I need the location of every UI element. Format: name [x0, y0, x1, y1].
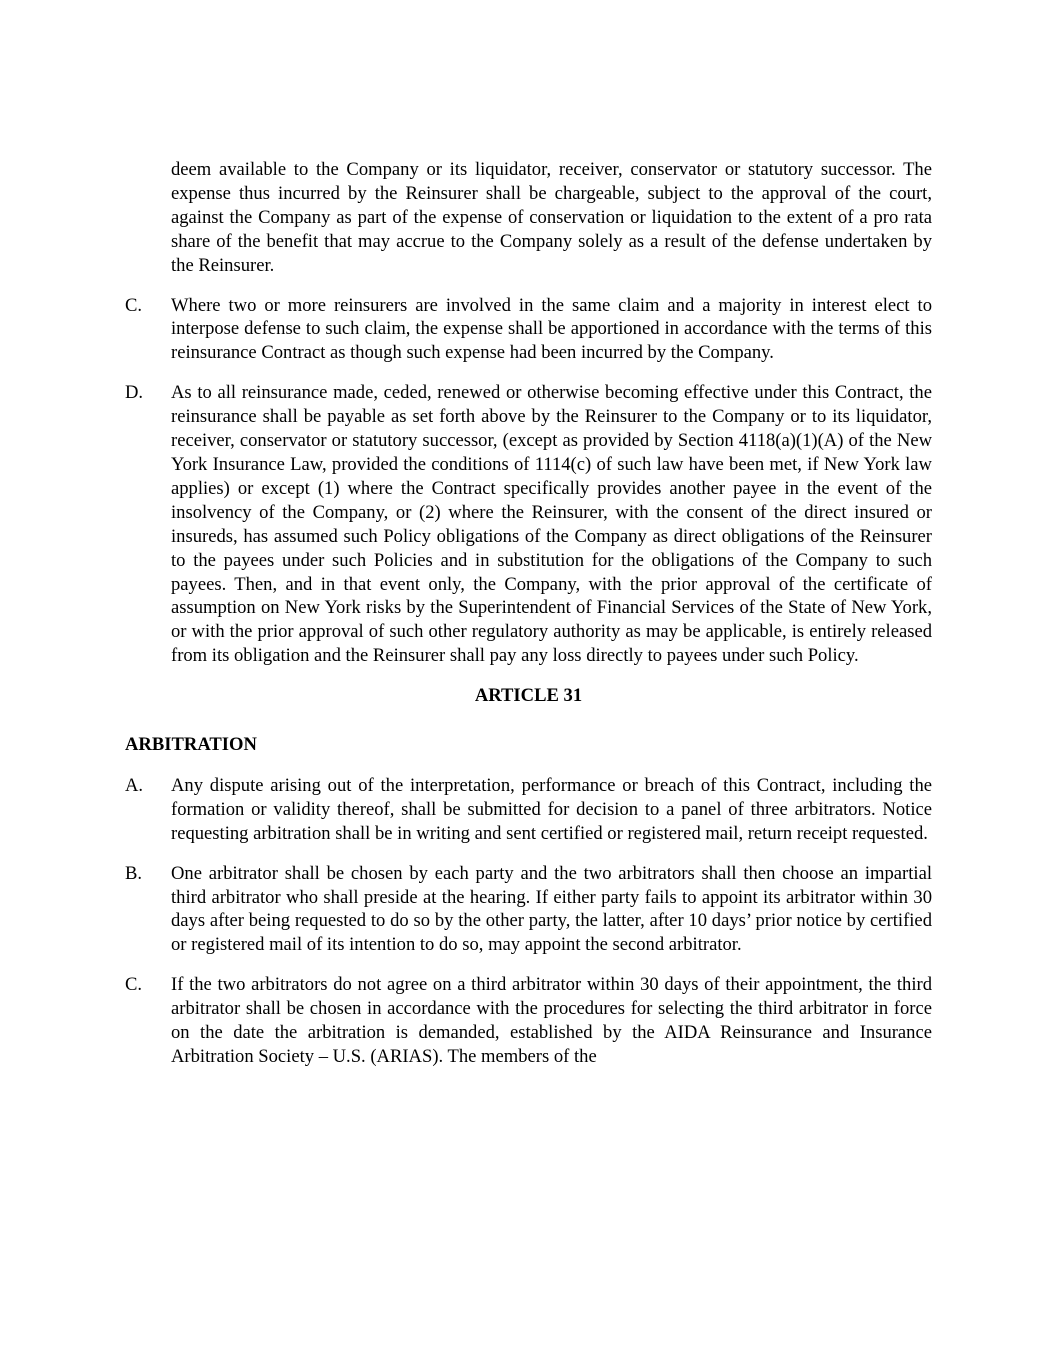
arbitration-item-c	[125, 973, 932, 1069]
paragraph-marker: B.	[125, 862, 143, 884]
section-d-paragraph	[125, 381, 932, 668]
paragraph-text: Where two or more reinsurers are involved in the same claim and a majority in interest elect to interpose defense to such claim, the expense shall be apportioned in accordance with the terms of this reinsurance Contract as though such expense had been incurred by the Company.	[171, 294, 932, 364]
paragraph-marker: D.	[125, 382, 144, 404]
paragraph-marker: A.	[125, 774, 144, 796]
paragraph-text: One arbitrator shall be chosen by each party and the two arbitrators shall then choose an impartial third arbitrator who shall preside at the hearing. If either party fails to appoint its arbitrator within 30 days after being requested to do so by the other party, the latter, after 10 days’ prior notice by certified or registered mail of its intention to do so, may appoint the second arbitrator.	[171, 862, 932, 956]
paragraph-text: If the two arbitrators do not agree on a third arbitrator within 30 days of their appointment, the third arbitrator shall be chosen in accordance with the procedures for selecting the third arbitrator in force on the date the arbitration is demanded, established by the AIDA Reinsurance and Insurance Arbitration Society – U.S. (ARIAS). The members of the	[171, 974, 932, 1067]
arbitration-item-a	[125, 774, 932, 846]
document-body	[125, 158, 932, 1085]
continuation-paragraph	[125, 158, 932, 278]
article-title: ARBITRATION	[125, 734, 257, 756]
paragraph-marker: C.	[125, 974, 143, 996]
arbitration-item-b	[125, 862, 932, 958]
paragraph-marker: C.	[125, 294, 143, 316]
section-c-paragraph	[125, 294, 932, 366]
paragraph-text: deem available to the Company or its liquidator, receiver, conservator or statutory successor. The expense thus incurred by the Reinsurer shall be chargeable, subject to the approval of the court, against the Company as part of the expense of conservation or liquidation to the extent of a pro rata share of the benefit that may accrue to the Company solely as a result of the defense undertaken by the Reinsurer.	[171, 159, 932, 276]
article-heading: ARTICLE 31	[474, 685, 583, 707]
paragraph-text: Any dispute arising out of the interpretation, performance or breach of this Contract, including the formation or validity thereof, shall be submitted for decision to a panel of three arbitrators. Notice requesting arbitration shall be in writing and sent certified or registered mail, return receipt requested.	[171, 774, 932, 844]
paragraph-text: As to all reinsurance made, ceded, renewed or otherwise becoming effective under this Contract, the reinsurance shall be payable as set forth above by the Reinsurer to the Company or to its liquidator, receiver, conservator or statutory successor, (except as provided by Section 4118(a)(1)(A) of the New York Insurance Law, provided the conditions of 1114(c) of such law have been met, if New York law applies) or except (1) where the Contract specifically provides another payee in the event of the insolvency of the Company, or (2) where the Reinsurer, with the consent of the direct insured or insureds, has assumed such Policy obligations of the Company as direct obligations of the Reinsurer to the payees under such Policies and in substitution for the obligations of the Company to such payees. Then, and in that event only, the Company, with the prior approval of the certificate of assumption on New York risks by the Superintendent of Financial Services of the State of New York, or with the prior approval of such other regulatory authority as may be applicable, is entirely released from its obligation and the Reinsurer shall pay any loss directly to payees under such Policy.	[171, 382, 932, 667]
